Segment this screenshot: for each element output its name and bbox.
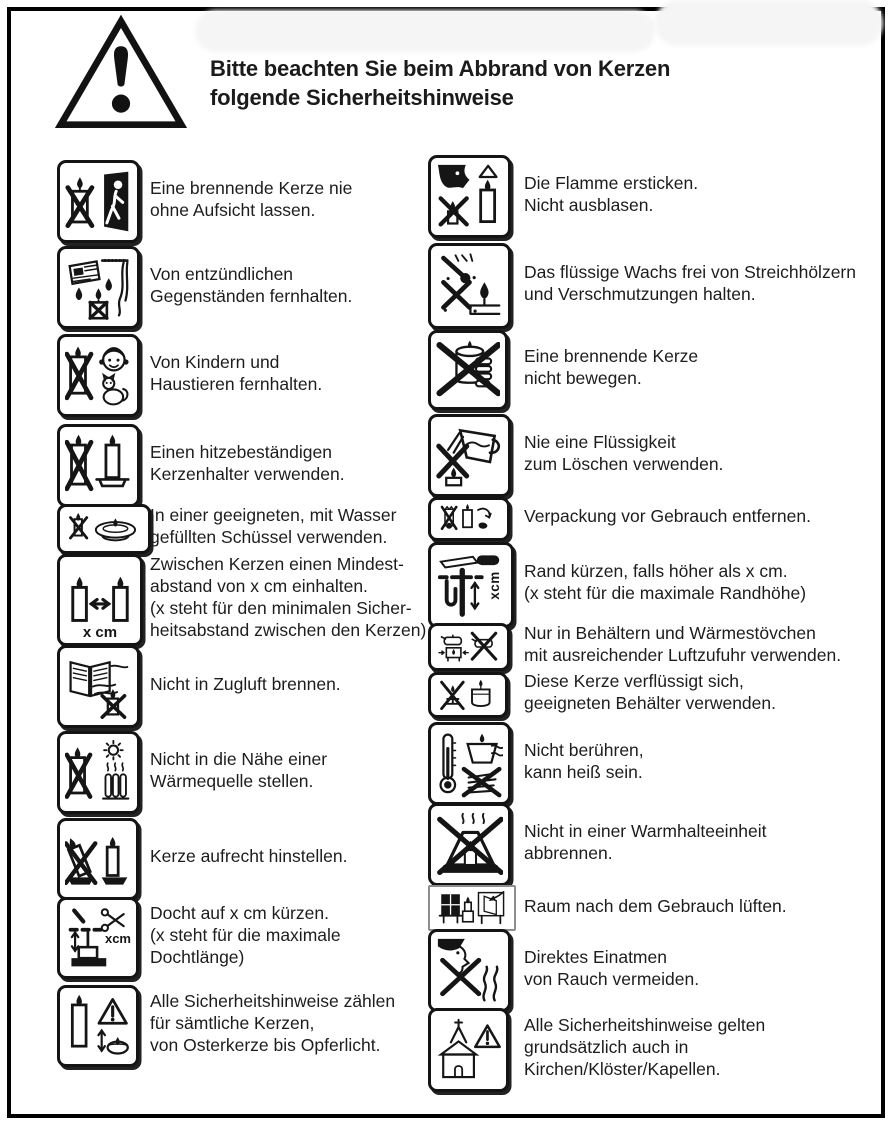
text-line: In einer geeigneten, mit Wasser (150, 505, 397, 525)
candle-holder-icon (57, 424, 140, 507)
safety-item-text (524, 261, 856, 305)
safety-item-text (150, 441, 345, 485)
safety-item-no-heat-source (57, 731, 437, 808)
text-line: Zwischen Kerzen einen Mindest- (150, 554, 404, 574)
text-line: Nicht berühren, (524, 739, 644, 760)
children-pets-icon (57, 334, 140, 417)
rim-trim-icon (428, 542, 514, 628)
scan-smudge (195, 10, 655, 52)
upright-candle-icon (57, 818, 139, 900)
page-title-line2: folgende Sicherheitshinweise (210, 84, 514, 110)
safety-item-text (524, 172, 698, 216)
smother-flame-icon (428, 155, 511, 238)
safety-item-text (524, 505, 811, 527)
text-line: für sämtliche Kerzen, (150, 1013, 315, 1033)
safety-item-no-draft (57, 645, 437, 722)
text-line: ohne Aufsicht lassen. (150, 199, 316, 220)
text-line: Kerze aufrecht hinstellen. (150, 846, 348, 866)
text-line: Verpackung vor Gebrauch entfernen. (524, 506, 811, 526)
text-line: Einen hitzebeständigen (150, 441, 332, 462)
text-line: Die Flamme ersticken. (524, 172, 699, 193)
icon-label: xcm (104, 931, 131, 946)
church-icon (428, 1008, 509, 1092)
text-line: Von Kindern und (150, 351, 280, 372)
no-moving-icon (428, 330, 508, 410)
safety-item-text (150, 177, 352, 221)
packaging-icon (428, 497, 510, 541)
scan-smudge (655, 0, 883, 46)
safety-item-text (524, 820, 767, 864)
text-line: nicht bewegen. (524, 368, 642, 388)
text-line: Von entzündlichen (150, 263, 294, 284)
text-line: gefüllten Schüssel verwenden. (150, 527, 388, 547)
safety-item-text (150, 748, 327, 792)
text-line: Nie eine Flüssigkeit (524, 431, 676, 452)
text-line: Raum nach dem Gebrauch lüften. (524, 896, 787, 916)
text-line: von Osterkerze bis Opferlicht. (150, 1035, 381, 1055)
warming-unit-icon (428, 803, 511, 886)
safety-item-text (150, 902, 341, 968)
text-line: Dochtlänge) (150, 947, 245, 967)
text-line: Nur in Behältern und Wärmestövchen (524, 623, 816, 643)
safety-item-text (524, 431, 723, 475)
safety-item-text (150, 673, 341, 695)
text-line: (x steht für den minimalen Sicher- (150, 598, 412, 618)
safety-item-text (524, 895, 787, 917)
candle-distance-icon (57, 554, 143, 646)
text-line: Alle Sicherheitshinweise zählen (150, 991, 396, 1011)
text-line: (x steht für die maximale Randhöhe) (524, 583, 807, 603)
safety-item-trim-rim (428, 542, 808, 622)
draft-icon (57, 645, 140, 728)
safety-item-remove-packaging (428, 497, 811, 535)
text-line: Rand kürzen, falls höher als x cm. (524, 561, 788, 581)
text-line: Alle Sicherheitshinweise gelten (524, 1015, 766, 1035)
flammable-objects-icon (57, 246, 140, 329)
safety-item-text (150, 263, 352, 307)
text-line: Docht auf x cm kürzen. (150, 903, 329, 923)
safety-item-text (150, 504, 396, 548)
text-line: Eine brennende Kerze (524, 346, 699, 366)
icon-label: x cm (82, 624, 118, 641)
page-title (210, 55, 670, 112)
safety-item-smother-flame (428, 155, 808, 232)
text-line: Wärmequelle stellen. (150, 770, 314, 791)
safety-item-children-pets (57, 334, 437, 411)
text-line: Eine brennende Kerze nie (150, 177, 353, 198)
text-line: Gegenständen fernhalten. (150, 285, 353, 306)
safety-item-all-candles (57, 985, 437, 1061)
safety-item-text (524, 345, 698, 389)
text-line: Direktes Einatmen (524, 946, 667, 967)
text-line: Haustieren fernhalten. (150, 373, 323, 394)
text-line: geeigneten Behälter verwenden. (524, 693, 776, 713)
text-line: abbrennen. (524, 842, 613, 863)
page-title-line1: Bitte beachten Sie beim Abbrand von Kerzen (210, 56, 671, 81)
safety-item-water-bowl (57, 504, 437, 548)
icon-label: xcm (486, 571, 502, 600)
safety-item-no-unattended (57, 160, 437, 237)
text-line: Nicht in die Nähe einer (150, 748, 328, 769)
wax-clean-icon (428, 243, 511, 329)
text-line: (x steht für die maximale (150, 925, 341, 945)
burner-air-icon (428, 623, 510, 671)
candle-unattended-icon (57, 160, 140, 243)
text-line: abstand von x cm einhalten. (150, 576, 368, 596)
safety-item-trim-wick (57, 897, 437, 973)
safety-item-upright (57, 818, 437, 894)
safety-item-minimum-distance (57, 553, 437, 641)
hot-surface-icon (428, 722, 511, 805)
safety-item-heatproof-holder (57, 424, 437, 501)
safety-item-text (524, 622, 841, 666)
warning-triangle-icon (54, 13, 188, 133)
heat-source-icon (57, 731, 140, 814)
text-line: grundsätzlich auch in (524, 1037, 689, 1057)
safety-item-no-warming-unit (428, 803, 808, 880)
text-line: Nicht in Zugluft brennen. (150, 673, 341, 694)
no-liquid-icon (428, 414, 511, 497)
safety-item-text (524, 739, 644, 783)
safety-item-text (524, 1014, 765, 1080)
safety-item-air-supply (428, 622, 842, 666)
safety-item-text (524, 560, 806, 604)
text-line: Nicht in einer Warmhalteeinheit (524, 820, 767, 841)
text-line: Das flüssige Wachs frei von Streichhölzern (524, 262, 856, 282)
text-line: zum Löschen verwenden. (524, 453, 724, 474)
safety-item-keep-from-flammables (57, 246, 437, 323)
smoke-inhale-icon (428, 929, 511, 1012)
safety-item-text (150, 990, 395, 1056)
all-candles-icon (57, 985, 139, 1067)
wick-trim-icon (57, 897, 139, 979)
safety-item-text (150, 351, 322, 395)
text-line: Kerzenhalter verwenden. (150, 463, 345, 484)
text-line: von Rauch vermeiden. (524, 968, 700, 989)
text-line: und Verschmutzungen halten. (524, 284, 756, 304)
ventilate-room-icon (428, 885, 516, 931)
safety-item-text (150, 553, 426, 641)
safety-item-text (524, 946, 699, 990)
text-line: kann heiß sein. (524, 761, 643, 782)
water-bowl-icon (57, 504, 151, 554)
safety-item-text (524, 670, 776, 714)
text-line: mit ausreichender Luftzufuhr verwenden. (524, 645, 842, 665)
text-line: Diese Kerze verflüssigt sich, (524, 671, 744, 691)
text-line: Kirchen/Klöster/Kapellen. (524, 1059, 721, 1079)
safety-item-text (150, 845, 347, 867)
safety-item-ventilate (428, 885, 808, 927)
text-line: Nicht ausblasen. (524, 194, 654, 215)
safety-item-no-liquid (428, 414, 808, 491)
safety-item-churches (428, 1008, 808, 1086)
liquefy-container-icon (428, 672, 508, 718)
safety-item-wax-clean (428, 243, 856, 323)
safety-item-no-smoke-inhale (428, 929, 808, 1006)
safety-item-do-not-move (428, 330, 808, 404)
safety-item-do-not-touch (428, 722, 808, 799)
safety-item-liquefies (428, 670, 808, 714)
text-line: heitsabstand zwischen den Kerzen) (150, 620, 427, 640)
